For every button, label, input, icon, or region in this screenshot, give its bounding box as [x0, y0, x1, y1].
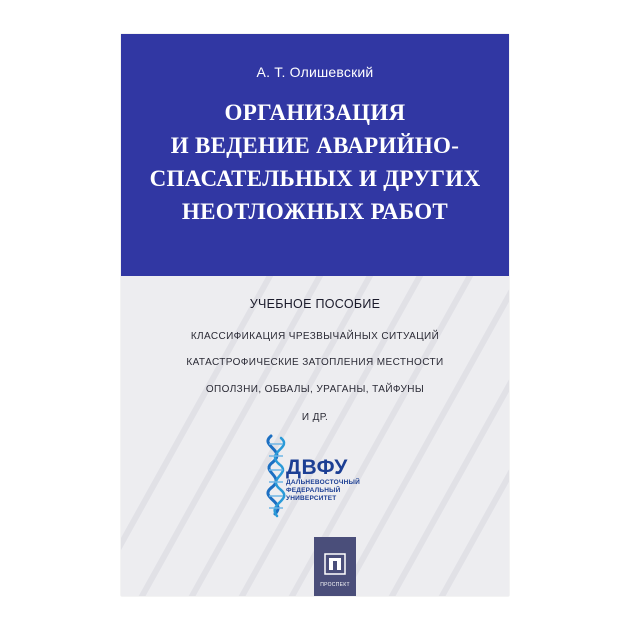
logo-line: УНИВЕРСИТЕТ — [286, 495, 337, 502]
title-line: И ВЕДЕНИЕ АВАРИЙНО- — [170, 133, 460, 158]
book-cover — [121, 34, 509, 596]
dvfu-logo-text — [286, 457, 360, 503]
logo-line: ДАЛЬНЕВОСТОЧНЫЙ — [286, 479, 360, 486]
title-line: ОРГАНИЗАЦИЯ — [224, 100, 406, 125]
topic-line: КЛАССИФИКАЦИЯ ЧРЕЗВЫЧАЙНЫХ СИТУАЦИЙ — [190, 331, 440, 342]
topic-line: И ДР. — [301, 412, 329, 423]
publisher-name: ПРОСПЕКТ — [320, 582, 350, 588]
author-name: А. Т. Олишевский — [256, 64, 374, 80]
publisher-emblem-icon — [322, 551, 348, 577]
title-line: НЕОТЛОЖНЫХ РАБОТ — [181, 199, 449, 224]
logo-abbreviation: ДВФУ — [286, 456, 348, 479]
logo-line: ФЕДЕРАЛЬНЫЙ — [286, 487, 341, 494]
publisher-block — [314, 537, 356, 596]
book-title — [121, 96, 509, 228]
topic-line: КАТАСТРОФИЧЕСКИЕ ЗАТОПЛЕНИЯ МЕСТНОСТИ — [186, 357, 444, 368]
topic-line: ОПОЛЗНИ, ОБВАЛЫ, УРАГАНЫ, ТАЙФУНЫ — [205, 384, 425, 395]
title-line: СПАСАТЕЛЬНЫХ И ДРУГИХ — [149, 166, 481, 191]
book-subtitle: УЧЕБНОЕ ПОСОБИЕ — [249, 297, 381, 311]
